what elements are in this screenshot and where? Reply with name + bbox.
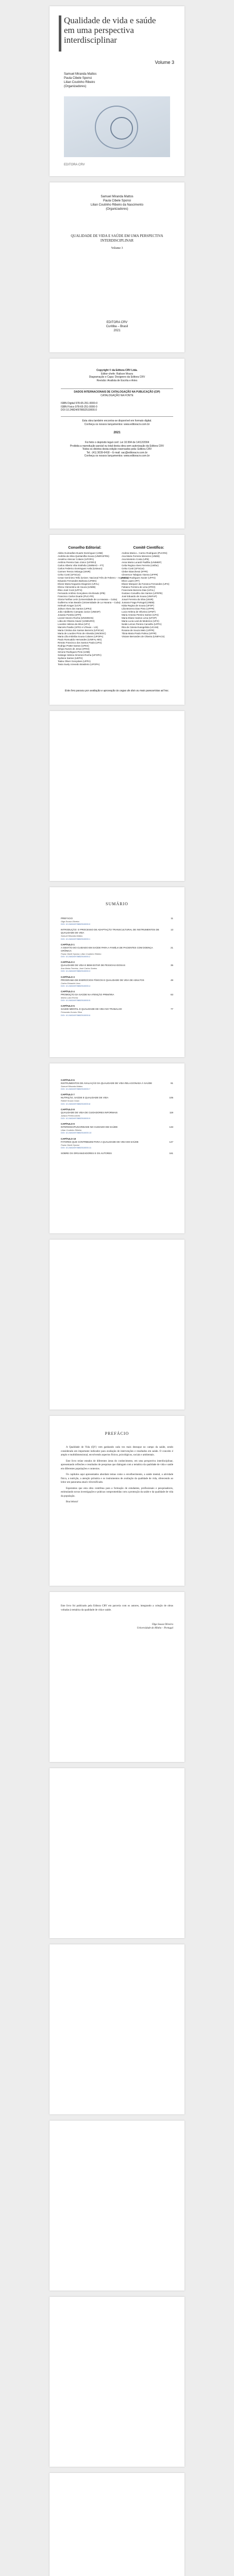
council-member: Aldira Guimarães Duarte Domínguez (UNB) (58, 552, 103, 554)
copyright-year: 2021 (113, 431, 121, 434)
council-member: Eduardo Fernandes Barbosa (UFMG) (58, 580, 97, 582)
cip-record (61, 402, 173, 412)
council-member: Andréia da Silva Quintanilha Sousa (UNIR/UFRN) (58, 555, 109, 557)
final-text: Este livro foi publicado pela Editora CRV em parceria com os autores, integrando a coleção de obras voltadas à temática da qualidade de vida e saúde. (61, 1605, 173, 1612)
council-member: João Adalberto Campato Junior (UNESP) (58, 611, 101, 613)
toc-page-number: 49 (170, 978, 173, 981)
council-member: Paulo Romualdo Hernandes (UNIFAL-MG) (58, 638, 102, 641)
council-member: Guillermo Arias Beatón (Universidade de La Havana – Cuba) (58, 601, 121, 604)
toc-author: Ana Maria Ferreira; José Carlos Santos (61, 967, 97, 970)
toc-page-number: 105 (169, 1096, 173, 1099)
toc-doi-link[interactable]: DOI: 10.24824/978652510000.7 (61, 1088, 91, 1091)
cover-title: Qualidade de vida e saúde em uma perspectiva interdisciplinar (64, 15, 156, 45)
council-member: Fabiano Ferreira de Lima (IFRO) (122, 586, 156, 588)
toc-page-number: 119 (169, 1111, 173, 1114)
copyright-note: Conheça os nossos lançamentos: www.editoracrv.com.br (84, 422, 150, 426)
toc-list (61, 914, 173, 1016)
cover-publisher: EDITORA CRV (64, 163, 85, 166)
council-member: Elizeu Clementino de Souza (UNEB) (58, 586, 96, 588)
toc-page-number: 77 (170, 1008, 173, 1011)
publisher-info (61, 320, 173, 333)
council-member: Renato Francisco dos Santos Paula (UFG) (58, 641, 102, 644)
title-page (49, 182, 185, 352)
toc-entry[interactable] (61, 928, 173, 940)
council-member: Lídia de Oliveira Xavier (UNIEURO) (58, 620, 95, 622)
council-page (49, 535, 185, 705)
toc-entry[interactable] (61, 1005, 173, 1016)
toc-doi-link[interactable]: DOI: 10.24824/978652510000.1 (61, 937, 91, 940)
toc-page-number: 147 (169, 1140, 173, 1143)
toc-page-continued (49, 1063, 185, 1233)
council-member: Cleber Bianchessi (IFPR) (122, 570, 148, 573)
council-member: Rosana de Souza Melo (UFPR) (122, 629, 155, 632)
cover-accent-bar (59, 15, 61, 52)
copyright-line: Revisão: Analista de Escrita e Artes (96, 379, 138, 382)
toc-title: INTRODUÇÃO: O PROCESSO DE ADAPTAÇÃO TRANSCULTURAL DE INSTRUMENTOS DE QUALIDADE DE VIDA (61, 928, 159, 935)
toc-author: Carlos Eduardo Lima (61, 981, 80, 985)
organizer: Paula Cibele Sponsi (103, 199, 131, 202)
organizer: (Organizadores) (106, 208, 128, 211)
copyright-notes (61, 419, 173, 426)
toc-page (49, 887, 185, 1057)
toc-entry[interactable] (61, 990, 173, 1002)
toc-chapter-label: CAPÍTULO 9 (61, 1123, 75, 1126)
council-member: Maria Cristina dos Santos Bezerra (UFSCar) (58, 629, 104, 632)
council-member: Francinete Bezerra Dias (UFAL) (122, 589, 155, 591)
toc-author: Juliana Pereira Alves (61, 1114, 80, 1117)
isbn: ISBN Digital 978-65-251-0000-0 (61, 402, 98, 405)
council-member: Maria Antonia Pereira Santos (UFS) (122, 614, 159, 616)
council-member: Anselmo Alencar Colares (UFOPA) (58, 558, 94, 561)
blank-page (49, 2297, 185, 2467)
council-member: Lilia Bezerra Dias Pinto (UFPR) (122, 607, 155, 610)
toc-title: FATORES QUE CONTRIBUEM PARA A QUALIDADE DE VIDA EM SAÚDE (61, 1140, 139, 1143)
council-member: Celso Conti (UFSCar) (122, 567, 144, 570)
signature-name: Olga Sousa Oliveira (152, 1623, 173, 1626)
council-member: Tania Suely Azevedo Brasileiro (UFOPA) (58, 663, 100, 666)
toc-title: SOBRE OS ORGANIZADORES E OS AUTORES (61, 1152, 112, 1155)
council-member: Simone Rodrigues Pinto (UNB) (58, 651, 90, 653)
council-member: Sydione Santos (UEPG) (58, 657, 83, 659)
council-member: Carlos Federico Dominguez Avila (Unieuro) (58, 567, 103, 570)
book-title: QUALIDADE DE VIDA E SAÚDE EM UMA PERSPECTIVA INTERDISCIPLINAR (71, 234, 163, 243)
copyright-note: Esta obra também encontra-se disponível em formato digital. (82, 419, 152, 422)
toc-page-number: 11 (171, 917, 173, 920)
toc-title: PROMOÇÃO DA SAÚDE NA ATENÇÃO PRIMÁRIA (61, 993, 114, 996)
toc-entry[interactable] (61, 1093, 173, 1105)
toc-title: QUALIDADE DE VIDA DE CUIDADORES INFORMAIS (61, 1111, 118, 1114)
toc-entry[interactable] (61, 917, 173, 925)
toc-entry[interactable] (61, 1138, 173, 1149)
cover-author: Paula Cibele Sponsi (64, 77, 92, 80)
toc-author: Paula Cibele Sponsi; Lilian Coutinho Ribeiro (61, 952, 102, 955)
council-member: Celso Conti (UFSCar) (58, 573, 80, 576)
council-member: Tânia Maria Prado Palma (UFPR) (122, 632, 157, 635)
council-member: Gloria Fariñas León (Universidade de La Havana – Cuba) (58, 598, 118, 601)
council-member: Eliane Marquez da Fonseca Fernandes (UFG) (122, 583, 170, 585)
council-member: Ana Maria Ferreira Menezes (UNEB) (122, 555, 160, 557)
toc-title: INTERDISCIPLINARIDADE NO CUIDADO EM SAÚDE (61, 1126, 118, 1129)
toc-chapter-label: CAPÍTULO 5 (61, 1005, 75, 1008)
preface-paragraph: Boa leitura! (66, 1501, 78, 1503)
toc-title: SAÚDE MENTAL E QUALIDADE DE VIDA NO TRABALHO (61, 1008, 122, 1011)
toc-page-number: 133 (169, 1126, 173, 1129)
toc-chapter-label: CAPÍTULO 8 (61, 1108, 75, 1111)
blank-page (49, 2121, 185, 2291)
blank-page (49, 711, 185, 881)
toc-page-number: 161 (169, 1152, 173, 1155)
scientific-committee (122, 546, 176, 638)
council-member: Helmuth Krüger (UCP) (58, 604, 81, 607)
footer-line: Tel.: (41) 3039-6418 – E-mail: sac@editoracrv.com.br (86, 451, 148, 454)
council-member: Viviane Bernardes de Oliveira (UNIFACS) (122, 635, 165, 638)
council-member: Maria Lília Imbiriba Sousa Colares (UFOPA) (58, 635, 104, 638)
toc-entry[interactable] (61, 943, 173, 958)
cover-author: (Organizadores) (64, 85, 87, 88)
cover-author: Lilian Coutinho Ribeiro (64, 81, 95, 84)
toc-doi-link[interactable]: DOI: 10.24824/978652510000.10 (61, 1131, 92, 1134)
copyright-line: Copyright © da Editora CRV Ltda. (96, 369, 138, 372)
toc-author: Maria Luiza Rocha (61, 996, 78, 999)
toc-author: Olga Sousa Oliveira (61, 920, 79, 923)
council-member: Carmen Tereza Velanga (UNIR) (58, 570, 91, 573)
toc-title: A GESTÃO DO CUIDADO EM SAÚDE PARA A FAMÍLIA DE PACIENTES COM DOENÇA CRÔNICA (61, 946, 153, 952)
blank-page (49, 1768, 185, 1938)
council-member: Elione Maria Nogueira Diogenes (UFAL) (58, 583, 99, 585)
toc-chapter-label: CAPÍTULO 6 (61, 1079, 75, 1081)
toc-author: Fernanda Gomes Silva (61, 1011, 82, 1014)
toc-title: NUTRIÇÃO, SAÚDE E QUALIDADE DE VIDA (61, 1096, 109, 1099)
footer-line: Conheça os nossos lançamentos: www.editoracrv.com.br (84, 454, 150, 457)
isbn-print: ISBN Físico 978-65-251-0000-0 (61, 405, 97, 409)
toc-entry[interactable] (61, 961, 173, 972)
editorial-council-title: Conselho Editorial: (68, 546, 102, 550)
toc-chapter-label: CAPÍTULO 3 (61, 975, 75, 978)
copyright-lines (61, 369, 173, 382)
toc-page-number: 63 (170, 993, 173, 996)
council-member: Maria Lucia Leal de Medeiros (UFG) (122, 620, 159, 622)
toc-author: Rafael Souza Costa (61, 1099, 79, 1103)
publisher-year: 2021 (113, 329, 121, 332)
council-member: Andrea Maria L. Carmo Rodrigues (PUCRS) (122, 552, 168, 554)
toc-title: PREFÁCIO (61, 917, 73, 920)
preface-paragraph: A Qualidade de Vida (QV) vem ganhando cada vez mais destaque no campo da saúde, sendo considerada um importante indicador para avaliação de intervenções e resultados em saúde. O conceito é amplo e multidimensional, envolvendo aspectos físicos, psicológicos, sociais e ambientais. (61, 1446, 173, 1456)
toc-heading: SUMÁRIO (106, 902, 128, 906)
toc-doi-link[interactable]: DOI: 10.24824/978652510000.9 (61, 1117, 91, 1120)
council-member: Elton Lopes (IFF) (122, 580, 140, 582)
cover-author: Samuel Miranda Mattos (64, 73, 97, 76)
preface-page (49, 1416, 185, 1586)
council-member: Leonel Severo Rocha (UNISINOS) (58, 617, 94, 619)
toc-page-number: 35 (170, 964, 173, 967)
toc-entry[interactable] (61, 1152, 173, 1155)
council-member: Élsio José Corá (UFFS) (58, 589, 82, 591)
toc-page-number: 21 (170, 946, 173, 949)
copyright-footer (61, 441, 173, 458)
preface-text (61, 1446, 173, 1506)
council-member: Rodrigo Pratte-Santos (UFES) (58, 645, 89, 647)
toc-chapter-label: CAPÍTULO 7 (61, 1093, 75, 1096)
footer-line: Proibida a reprodução parcial ou total desta obra sem autorização da Editora CRV (70, 444, 164, 448)
toc-chapter-label: CAPÍTULO 1 (61, 943, 75, 946)
copyright-page (49, 359, 185, 529)
council-member: Gustavo Carvalho dos Santos (UFRPE) (122, 592, 163, 595)
blank-page (49, 2473, 185, 2576)
toc-chapter-label: CAPÍTULO 4 (61, 990, 75, 993)
council-member: Celia Regina Alves Ferreira (Unifac) (122, 564, 159, 567)
toc-author: Samuel Miranda Mattos (61, 935, 83, 938)
council-note: Este livro passou por avaliação e aprovação às cegas de dois ou mais pareceristas ad hoc. (64, 689, 170, 692)
preface-paragraph: Os capítulos aqui apresentados abordam temas como o envelhecimento, a saúde mental, a atividade física, a nutrição, a atenção primária e os instrumentos de avaliação da qualidade de vida, oferecendo ao leitor um panorama atual e diversificado. (61, 1473, 173, 1484)
council-member: Jailson Alves dos Santos (UFRJ) (58, 607, 92, 610)
council-member: Tadeu Oliver Gonçalves (UFPA) (58, 660, 91, 663)
council-member: Antônio Pereira Gaio Júnior (UFRRJ) (58, 561, 96, 564)
toc-entry[interactable] (61, 1123, 173, 1134)
book-volume: Volume 3 (111, 247, 123, 250)
council-member: Fernando Antônio Gonçalves Alcoforado (IPB) (58, 592, 106, 595)
cover-authors (64, 72, 96, 89)
toc-entry[interactable] (61, 1079, 173, 1090)
preface-heading: PREFÁCIO (105, 1431, 129, 1436)
council-member: Carlos Alberto Vilar Estêvão (UMINHO – PT) (58, 564, 104, 567)
toc-author: Paula Cibele Sponsi (61, 1143, 80, 1146)
council-member: José Eduardo de Sousa (UNIFAP) (122, 595, 157, 598)
council-member: Denise Rodrigues Xavier (UFFS) (122, 577, 156, 579)
toc-page-number: 13 (170, 928, 173, 931)
toc-doi-link[interactable]: DOI: 10.24824/978652510000.6 (61, 1013, 91, 1016)
toc-doi-link[interactable]: DOI: 10.24824/978652510000.0 (61, 923, 91, 926)
toc-entry[interactable] (61, 1108, 173, 1120)
signature-affiliation: Universidade do Minho – Portugal (137, 1627, 173, 1630)
toc-list (61, 1076, 173, 1155)
council-member: Neide Lemos Pereira Carvalho (UFPA) (122, 623, 162, 625)
toc-doi-link[interactable]: DOI: 10.24824/978652510000.4 (61, 984, 91, 987)
council-member: Josué Ferreira da Silva (UNIR) (122, 598, 154, 601)
council-member: Lucia Helena de Oliveira (UFMT) (122, 611, 156, 613)
council-member: Sérgio Nunes de Jesus (IFRO) (58, 648, 90, 650)
cover-illustration (64, 96, 170, 157)
blank-page (49, 1240, 185, 1410)
council-member: Maria Eliane Santos Lima (UFOP) (122, 617, 157, 619)
toc-doi-link[interactable]: DOI: 10.24824/978652510000.5 (61, 999, 91, 1002)
toc-doi-link[interactable]: DOI: 10.24824/978652510000.2 (61, 955, 91, 958)
council-member: Rita de Cássia Evangelista (UCAM) (122, 626, 159, 629)
cip-subtitle: CATALOGAÇÃO NA FONTE (101, 394, 133, 397)
blank-page (49, 1944, 185, 2114)
footer-line: Todos os direitos desta edição reservados pela: Editora CRV (82, 448, 152, 451)
council-member: Ana Monteiro Costa (UPE) (122, 558, 149, 561)
council-member: Maria de Lourdes Pinto de Almeida (UNOESC) (58, 632, 106, 635)
footer-line: Foi feito o depósito legal conf. Lei 10.994 de 14/12/2004 (85, 441, 149, 444)
toc-doi-link[interactable]: DOI: 10.24824/978652510000.3 (61, 970, 91, 973)
toc-doi-link[interactable]: DOI: 10.24824/978652510000.8 (61, 1102, 91, 1105)
toc-title: PROGRAMA DE EXERCÍCIOS FÍSICOS E QUALIDADE DE VIDA DE ADULTOS (61, 978, 144, 981)
toc-chapter-label: CAPÍTULO 2 (61, 961, 75, 964)
council-member: Cesar Gerónimo Tello (Univer. Nacional Três de Febrero – Argentina) (58, 577, 129, 579)
copyright-line: Diagramação e Capa: Designers da Editora CRV (89, 376, 145, 379)
copyright-line: Editor-chefe: Railson Moura (101, 372, 133, 376)
toc-title: QUALIDADE DE VIDA E BEM-ESTAR DE PESSOAS IDOSAS (61, 964, 125, 967)
council-member: Josania Portela (UFPI) (58, 614, 81, 616)
council-member: Francisco Carlos Duarte (PUC-PR) (58, 595, 94, 598)
cip-title: DADOS INTERNACIONAIS DE CATALOGAÇÃO NA PUBLICAÇÃO (CIP) (74, 391, 160, 394)
organizer: Samuel Miranda Mattos (101, 195, 133, 198)
preface-paragraph: Esperamos que esta obra contribua para a formação de estudantes, profissionais e pesquisadores, estimulando novas investigações e práticas comprometidas com a promoção da saúde e da qualidade de vida da população. (61, 1487, 173, 1498)
toc-entry[interactable] (61, 976, 173, 987)
preface-paragraph: Este livro reúne estudos de diferentes áreas do conhecimento, em uma perspectiva interdisciplinar, apresentando reflexões e resultados de pesquisas que dialogam com a temática da qualidade de vida e saúde em diferentes populações e contextos. (61, 1460, 173, 1470)
organizers (61, 195, 173, 211)
publisher-city: Curitiba – Brasil (106, 325, 128, 328)
final-signature (137, 1623, 173, 1630)
cover-page (49, 6, 185, 176)
council-member: Lourdes Helena da Silva (UFV) (58, 623, 90, 625)
doi: DOI 10.24824/978652510000.0 (61, 409, 97, 412)
toc-chapter-label: CAPÍTULO 10 (61, 1137, 76, 1140)
council-member: Anna Maria Lunardi Padilha (UNIMEP) (122, 561, 162, 564)
council-member: Cleverson Tabajara Vianna (UFPR) (122, 573, 158, 576)
toc-author: Samuel Miranda Mattos (61, 1085, 83, 1088)
toc-doi-link[interactable]: DOI: 10.24824/978652510000.11 (61, 1146, 92, 1149)
scientific-committee-title: Comitê Científico: (133, 546, 164, 550)
editorial-council (58, 546, 129, 666)
organizer: Lilian Coutinho Ribeiro da Nascimento (90, 204, 144, 207)
cover-volume: Volume 3 (155, 60, 174, 65)
council-member: Marcelo Paixão (UFRJ e UTexas – US) (58, 626, 98, 629)
toc-title: INSTRUMENTOS DE AVALIAÇÃO DA QUALIDADE DE VIDA RELACIONADA À SAÚDE (61, 1082, 153, 1084)
council-member: Solange Helena Ximenes-Rocha (UFOPA) (58, 654, 102, 656)
council-member: Jussara Fraga Portugal (UNEB) (122, 601, 155, 604)
council-member: Kátia Regina de Sousa (UFOP) (122, 604, 154, 607)
preface-end-page (49, 1592, 185, 1762)
publisher-name: EDITORA CRV (106, 321, 128, 324)
toc-page-number: 91 (170, 1082, 173, 1084)
toc-author: Lilian Coutinho Ribeiro (61, 1129, 82, 1132)
